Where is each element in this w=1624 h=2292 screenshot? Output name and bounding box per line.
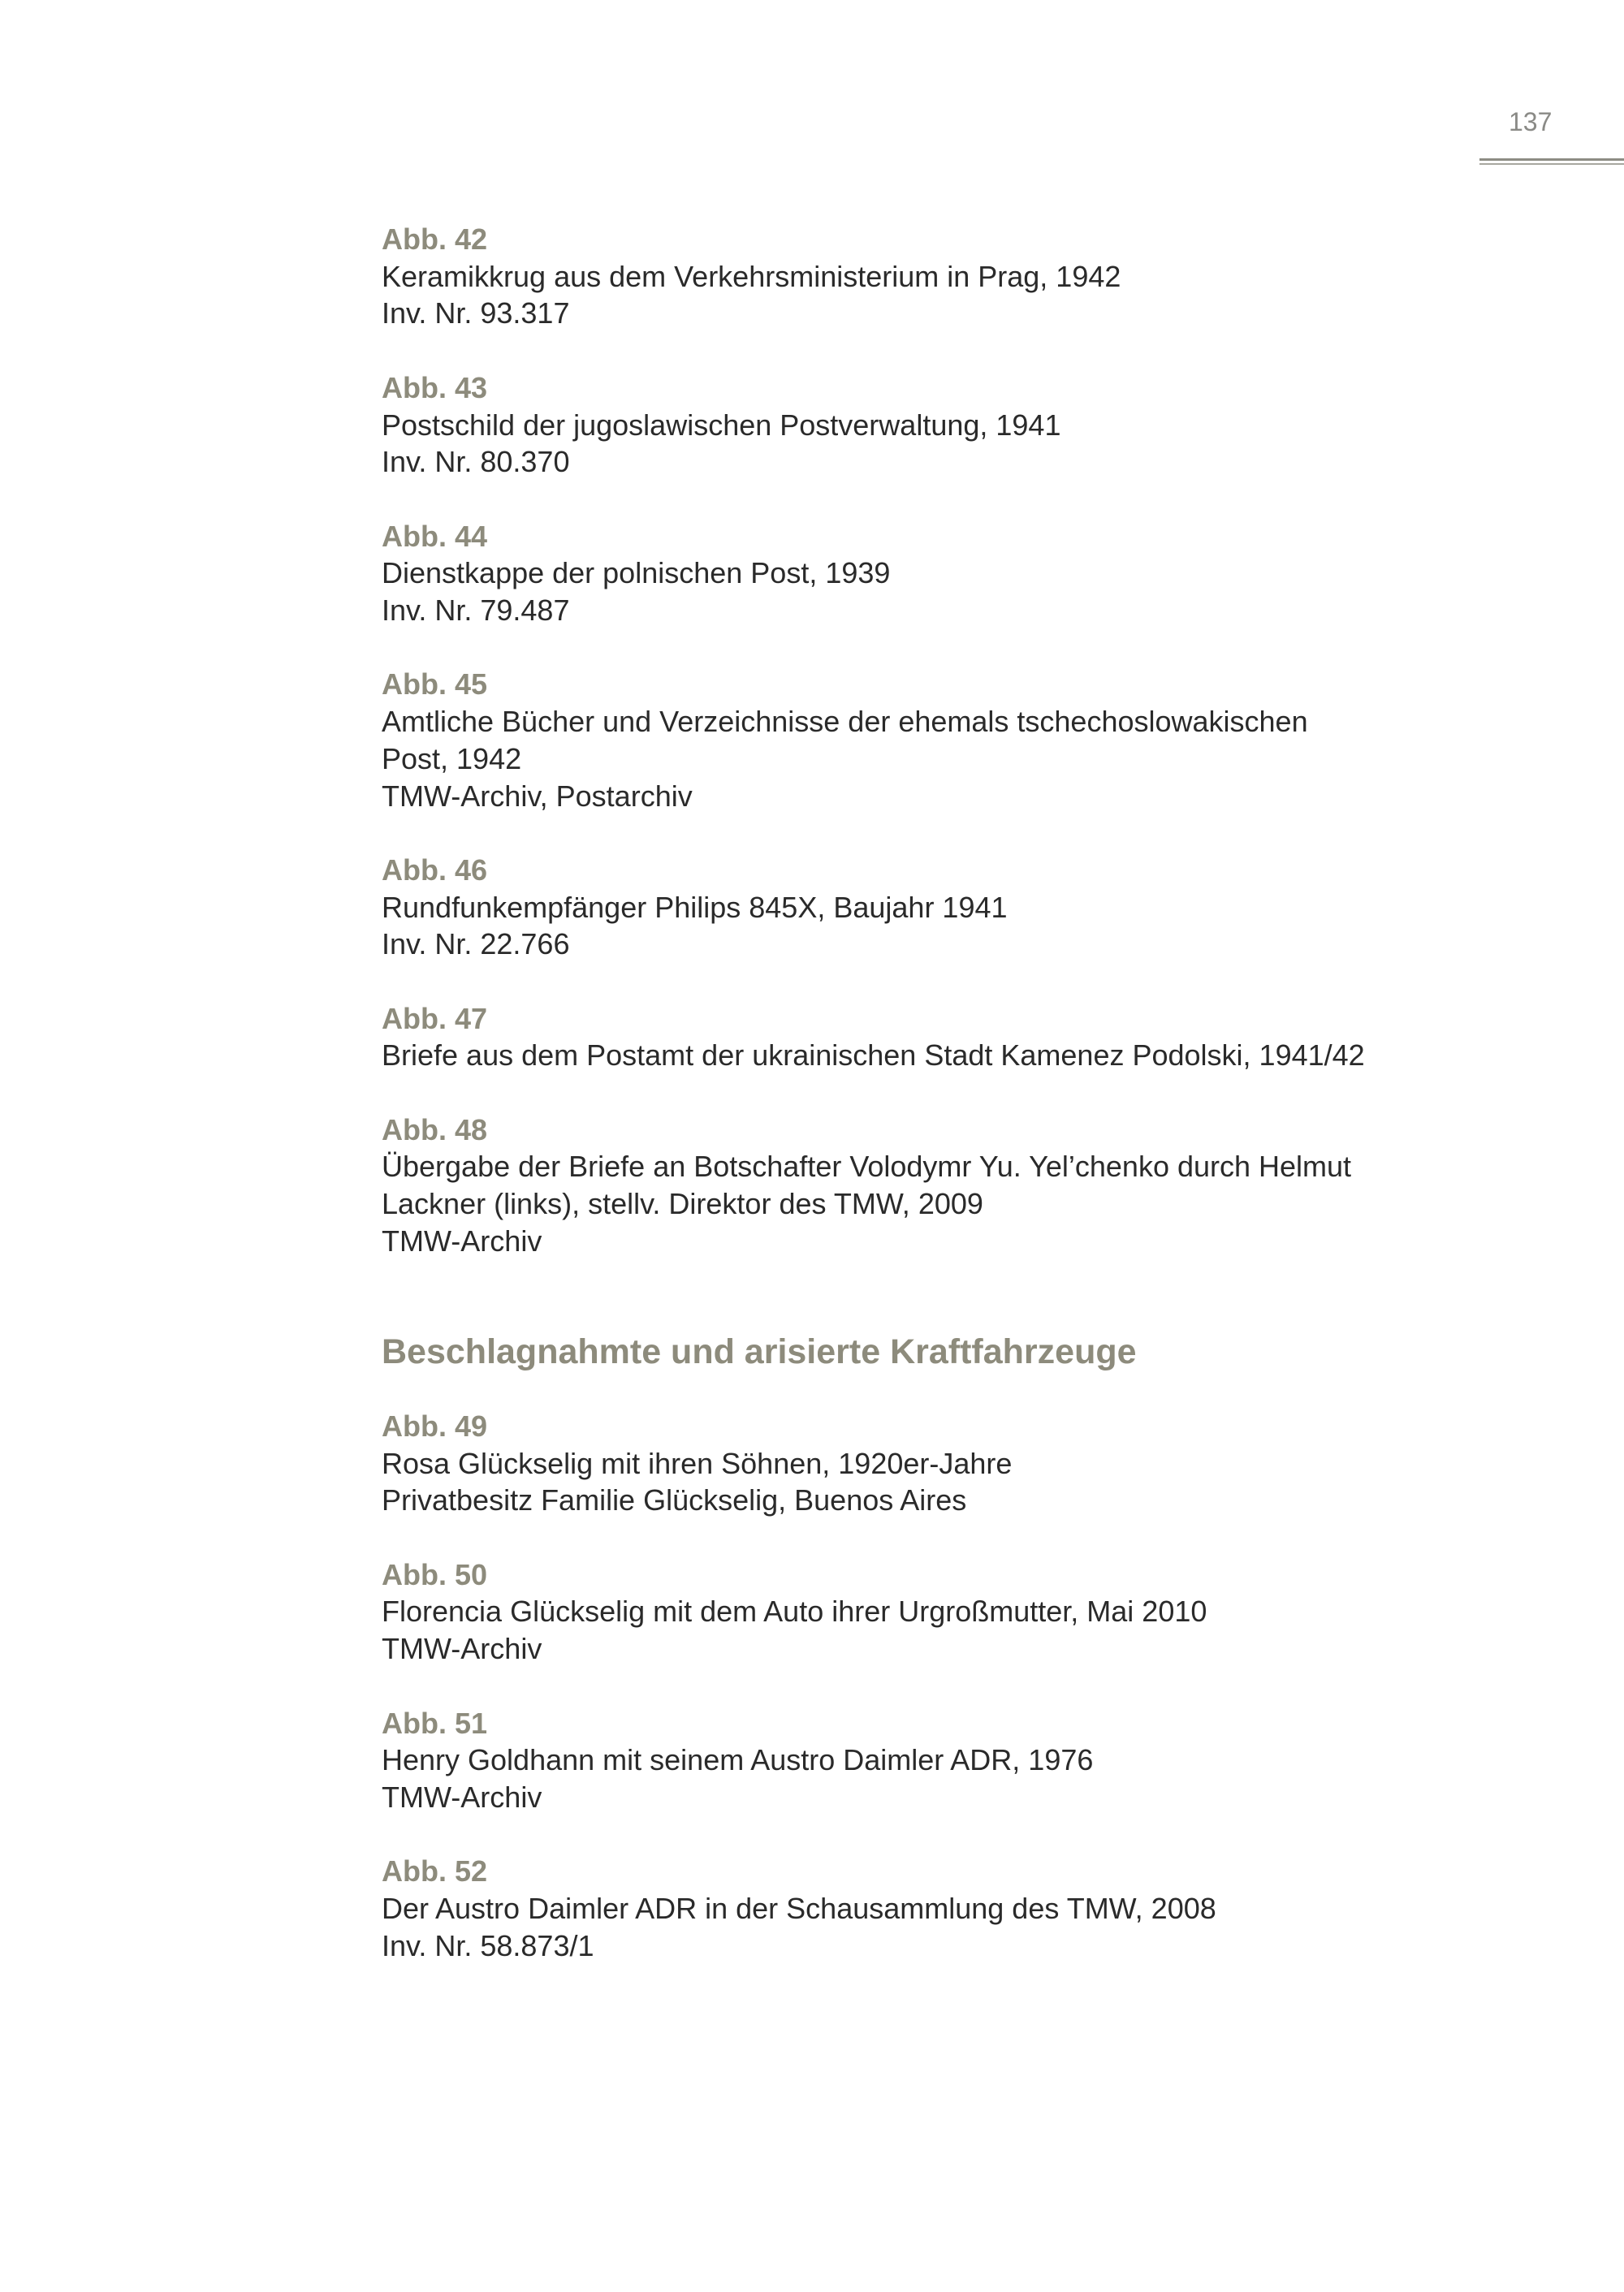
caption-text: Inv. Nr. 22.766 xyxy=(382,927,570,961)
header-rule-secondary xyxy=(1479,163,1624,165)
caption-entry xyxy=(382,666,1502,814)
caption-label: Abb. 42 xyxy=(382,222,488,256)
header-rule xyxy=(1479,158,1624,161)
caption-entry xyxy=(382,1111,1502,1260)
caption-text: Henry Goldhann mit seinem Austro Daimler ADR, 1976 xyxy=(382,1743,1094,1777)
caption-group-after xyxy=(382,1408,1502,1965)
page-number: 137 xyxy=(1509,107,1553,136)
caption-text: Dienstkappe der polnischen Post, 1939 xyxy=(382,556,891,590)
caption-label: Abb. 50 xyxy=(382,1557,488,1591)
caption-label: Abb. 48 xyxy=(382,1112,488,1146)
caption-label: Abb. 45 xyxy=(382,667,488,701)
section-heading: Beschlagnahmte und arisierte Kraftfahrzeuge xyxy=(382,1332,1137,1371)
caption-text: Inv. Nr. 93.317 xyxy=(382,296,570,330)
caption-text: Inv. Nr. 80.370 xyxy=(382,445,570,479)
caption-text: Keramikkrug aus dem Verkehrsministerium in Prag, 1942 xyxy=(382,259,1121,293)
caption-list xyxy=(382,221,1502,2001)
caption-group-before xyxy=(382,221,1502,1260)
caption-entry xyxy=(382,518,1502,629)
caption-text: Der Austro Daimler ADR in der Schausammlung des TMW, 2008 xyxy=(382,1892,1216,1926)
caption-text: Übergabe der Briefe an Botschafter Volodymr Yu. Yel’chenko durch Helmut xyxy=(382,1150,1352,1184)
caption-label: Abb. 49 xyxy=(382,1409,488,1443)
caption-text: Inv. Nr. 79.487 xyxy=(382,594,570,627)
caption-text: Florencia Glückselig mit dem Auto ihrer Urgroßmutter, Mai 2010 xyxy=(382,1595,1207,1629)
caption-text: TMW-Archiv xyxy=(382,1632,542,1666)
caption-text: Postschild der jugoslawischen Postverwaltung, 1941 xyxy=(382,408,1061,442)
caption-text: TMW-Archiv xyxy=(382,1780,542,1814)
caption-entry xyxy=(382,852,1502,963)
caption-text: Amtliche Bücher und Verzeichnisse der ehemals tschechoslowakischen xyxy=(382,705,1308,739)
caption-text: TMW-Archiv xyxy=(382,1224,542,1258)
caption-label: Abb. 43 xyxy=(382,370,488,404)
caption-text: Privatbesitz Familie Glückselig, Buenos Aires xyxy=(382,1483,967,1517)
caption-label: Abb. 51 xyxy=(382,1706,488,1740)
caption-entry xyxy=(382,1853,1502,1964)
caption-entry xyxy=(382,221,1502,332)
caption-text: TMW-Archiv, Postarchiv xyxy=(382,779,693,813)
caption-label: Abb. 47 xyxy=(382,1001,488,1035)
caption-label: Abb. 46 xyxy=(382,852,488,887)
caption-entry xyxy=(382,1408,1502,1519)
caption-entry xyxy=(382,1705,1502,1816)
caption-text: Post, 1942 xyxy=(382,741,522,775)
caption-entry xyxy=(382,369,1502,481)
caption-text: Briefe aus dem Postamt der ukrainischen Stadt Kamenez Podolski, 1941/42 xyxy=(382,1038,1365,1073)
caption-text: Rundfunkempfänger Philips 845X, Baujahr 1941 xyxy=(382,890,1008,924)
caption-label: Abb. 44 xyxy=(382,519,488,553)
caption-text: Lackner (links), stellv. Direktor des TMW, 2009 xyxy=(382,1187,983,1221)
caption-text: Inv. Nr. 58.873/1 xyxy=(382,1928,594,1962)
caption-entry xyxy=(382,1556,1502,1668)
caption-text: Rosa Glückselig mit ihren Söhnen, 1920er-Jahre xyxy=(382,1446,1013,1480)
caption-label: Abb. 52 xyxy=(382,1854,488,1888)
caption-entry xyxy=(382,1000,1502,1074)
